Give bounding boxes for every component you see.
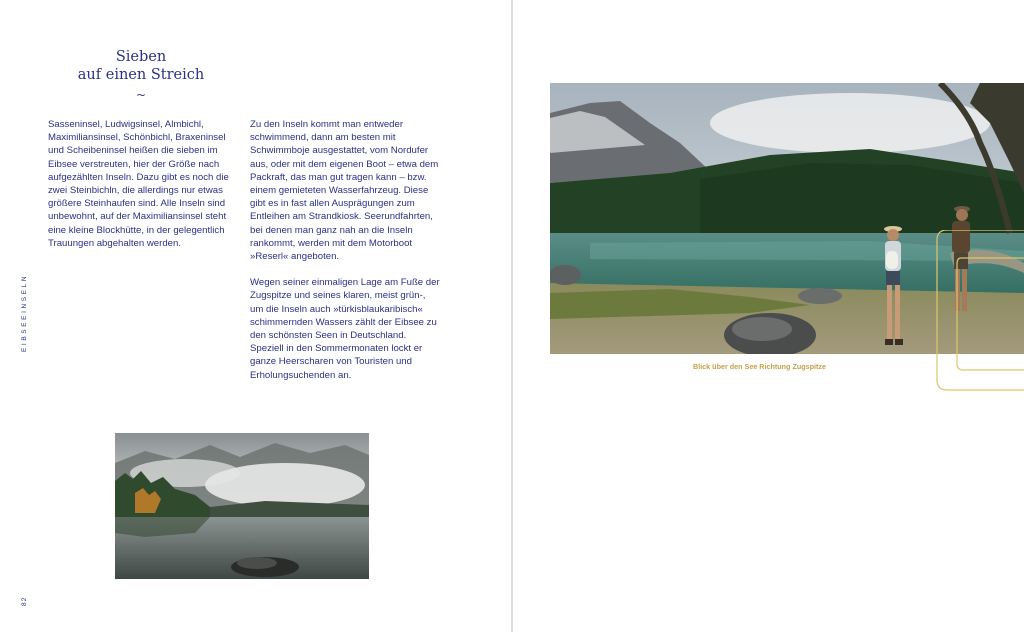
section-label: EIBSEEINSELN [21,273,28,352]
text-column-1 [48,118,238,263]
text-column-2 [250,118,440,395]
lake-photo-image [115,433,369,579]
photo-caption: Blick über den See Richtung Zugspitze [693,362,826,371]
heading-ornament: ~ [135,88,147,102]
page-number: 82 [21,596,28,606]
paragraph: Sasseninsel, Ludwigsinsel, Almbichl, Maximiliansinsel, Schönbichl, Braxeninsel und Scheibeninsel heißen die sieben im Eibsee verstreuten, hier der Größe nach aufgezählten Inseln. Dazu gibt es noch die zwei Steinbichln, die allerdings nur etwas größere Steinhaufen sind. Alle Inseln sind unbewohnt, auf der Maximiliansinsel steht eine kleine Blockhütte, in der gelegentlich Trauungen abgehalten werden. [48,119,229,249]
lake-photo [115,433,369,579]
right-page [513,0,1024,632]
chapter-heading [48,48,234,104]
paragraph: Wegen seiner einmaligen Lage am Fuße der Zugspitze und seines klaren, meist grün-, um die Inseln auch »türkisblaukaribisch« schimmernden Wassers zählt der Eibsee zu den schönsten Seen in Deutschland. Speziell in den Sommermonaten lockt er ganze Heerscharen von Touristen und Erholungsuchenden an. [250,277,440,381]
heading-line-1: Sieben [115,49,167,65]
left-page [0,0,511,632]
heading-line-2: auf einen Streich [77,67,205,83]
paragraph: Zu den Inseln kommt man entweder schwimmend, dann am besten mit Schwimmboje ausgestattet, vom Nordufer aus, oder mit dem eigenen Boot – etwa dem Packraft, das man gut tragen kann – bzw. einem gemieteten Wasserfahrzeug. Diese gibt es in fast allen Ausprägungen zum Entleihen am Strandkiosk. Seerundfahrten, bei denen man ganz nah an die Inseln rankommt, werden mit dem Motorboot »Reserl« angeboten. [250,119,439,263]
